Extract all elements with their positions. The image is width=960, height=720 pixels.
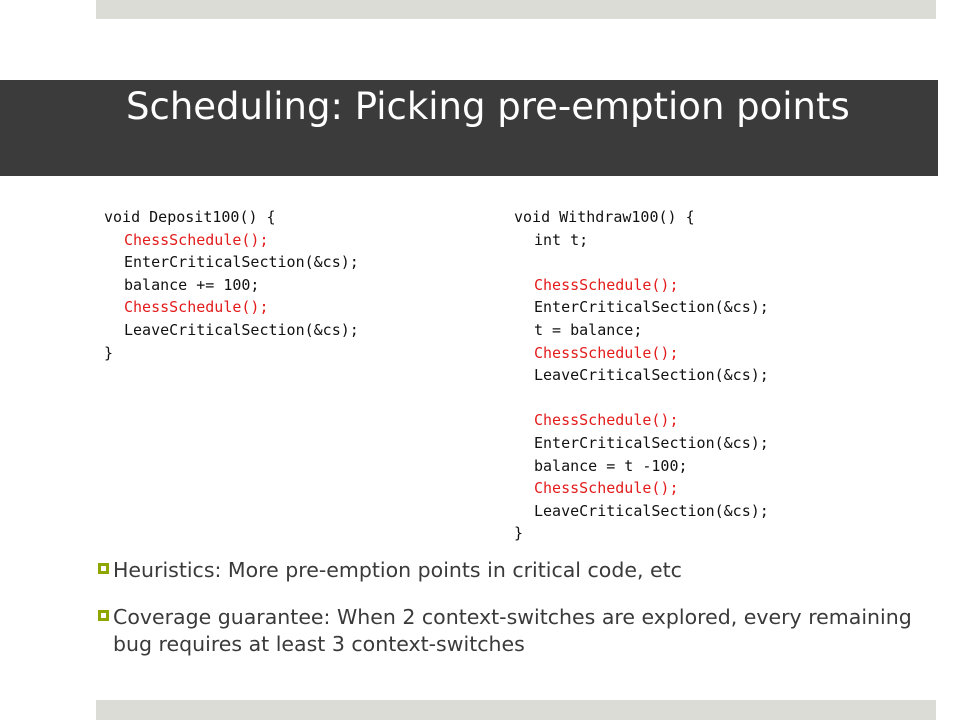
code-line: t = balance; (534, 320, 643, 339)
code-line: EnterCriticalSection(&cs); (534, 298, 769, 317)
bullet-text: Coverage guarantee: When 2 context-switches are explored, every remaining bug requires at least 3 context-switches (113, 605, 912, 656)
code-line: void Deposit100() { (104, 208, 276, 226)
bottom-accent-bar (96, 700, 936, 720)
code-line: } (104, 343, 114, 362)
square-bullet-icon (98, 610, 109, 621)
slide-title: Scheduling: Picking pre-emption points (126, 85, 850, 128)
code-line: EnterCriticalSection(&cs); (124, 253, 359, 272)
square-bullet-icon (98, 563, 109, 574)
code-line: LeaveCriticalSection(&cs); (124, 320, 359, 339)
bullet-text: Heuristics: More pre-emption points in critical code, etc (113, 558, 682, 582)
code-block-withdraw (514, 206, 769, 545)
schedule-call-line: ChessSchedule(); (534, 479, 679, 498)
bullet-item (98, 557, 918, 584)
code-line: } (514, 524, 524, 543)
code-line: balance += 100; (124, 275, 260, 294)
schedule-call-line: ChessSchedule(); (534, 343, 679, 362)
bullet-list (98, 557, 918, 678)
code-block-deposit (104, 206, 359, 364)
schedule-call-line: ChessSchedule(); (124, 230, 269, 249)
schedule-call-line: ChessSchedule(); (124, 298, 269, 317)
top-accent-bar (96, 0, 936, 19)
code-line (514, 251, 769, 274)
code-line (514, 387, 769, 410)
bullet-item (98, 604, 918, 658)
schedule-call-line: ChessSchedule(); (534, 411, 679, 430)
code-line: LeaveCriticalSection(&cs); (534, 501, 769, 520)
code-line: EnterCriticalSection(&cs); (534, 433, 769, 452)
code-line: LeaveCriticalSection(&cs); (534, 366, 769, 385)
code-line: balance = t -100; (534, 456, 688, 475)
code-line: void Withdraw100() { (514, 208, 695, 226)
code-line: int t; (534, 230, 589, 249)
schedule-call-line: ChessSchedule(); (534, 275, 679, 294)
